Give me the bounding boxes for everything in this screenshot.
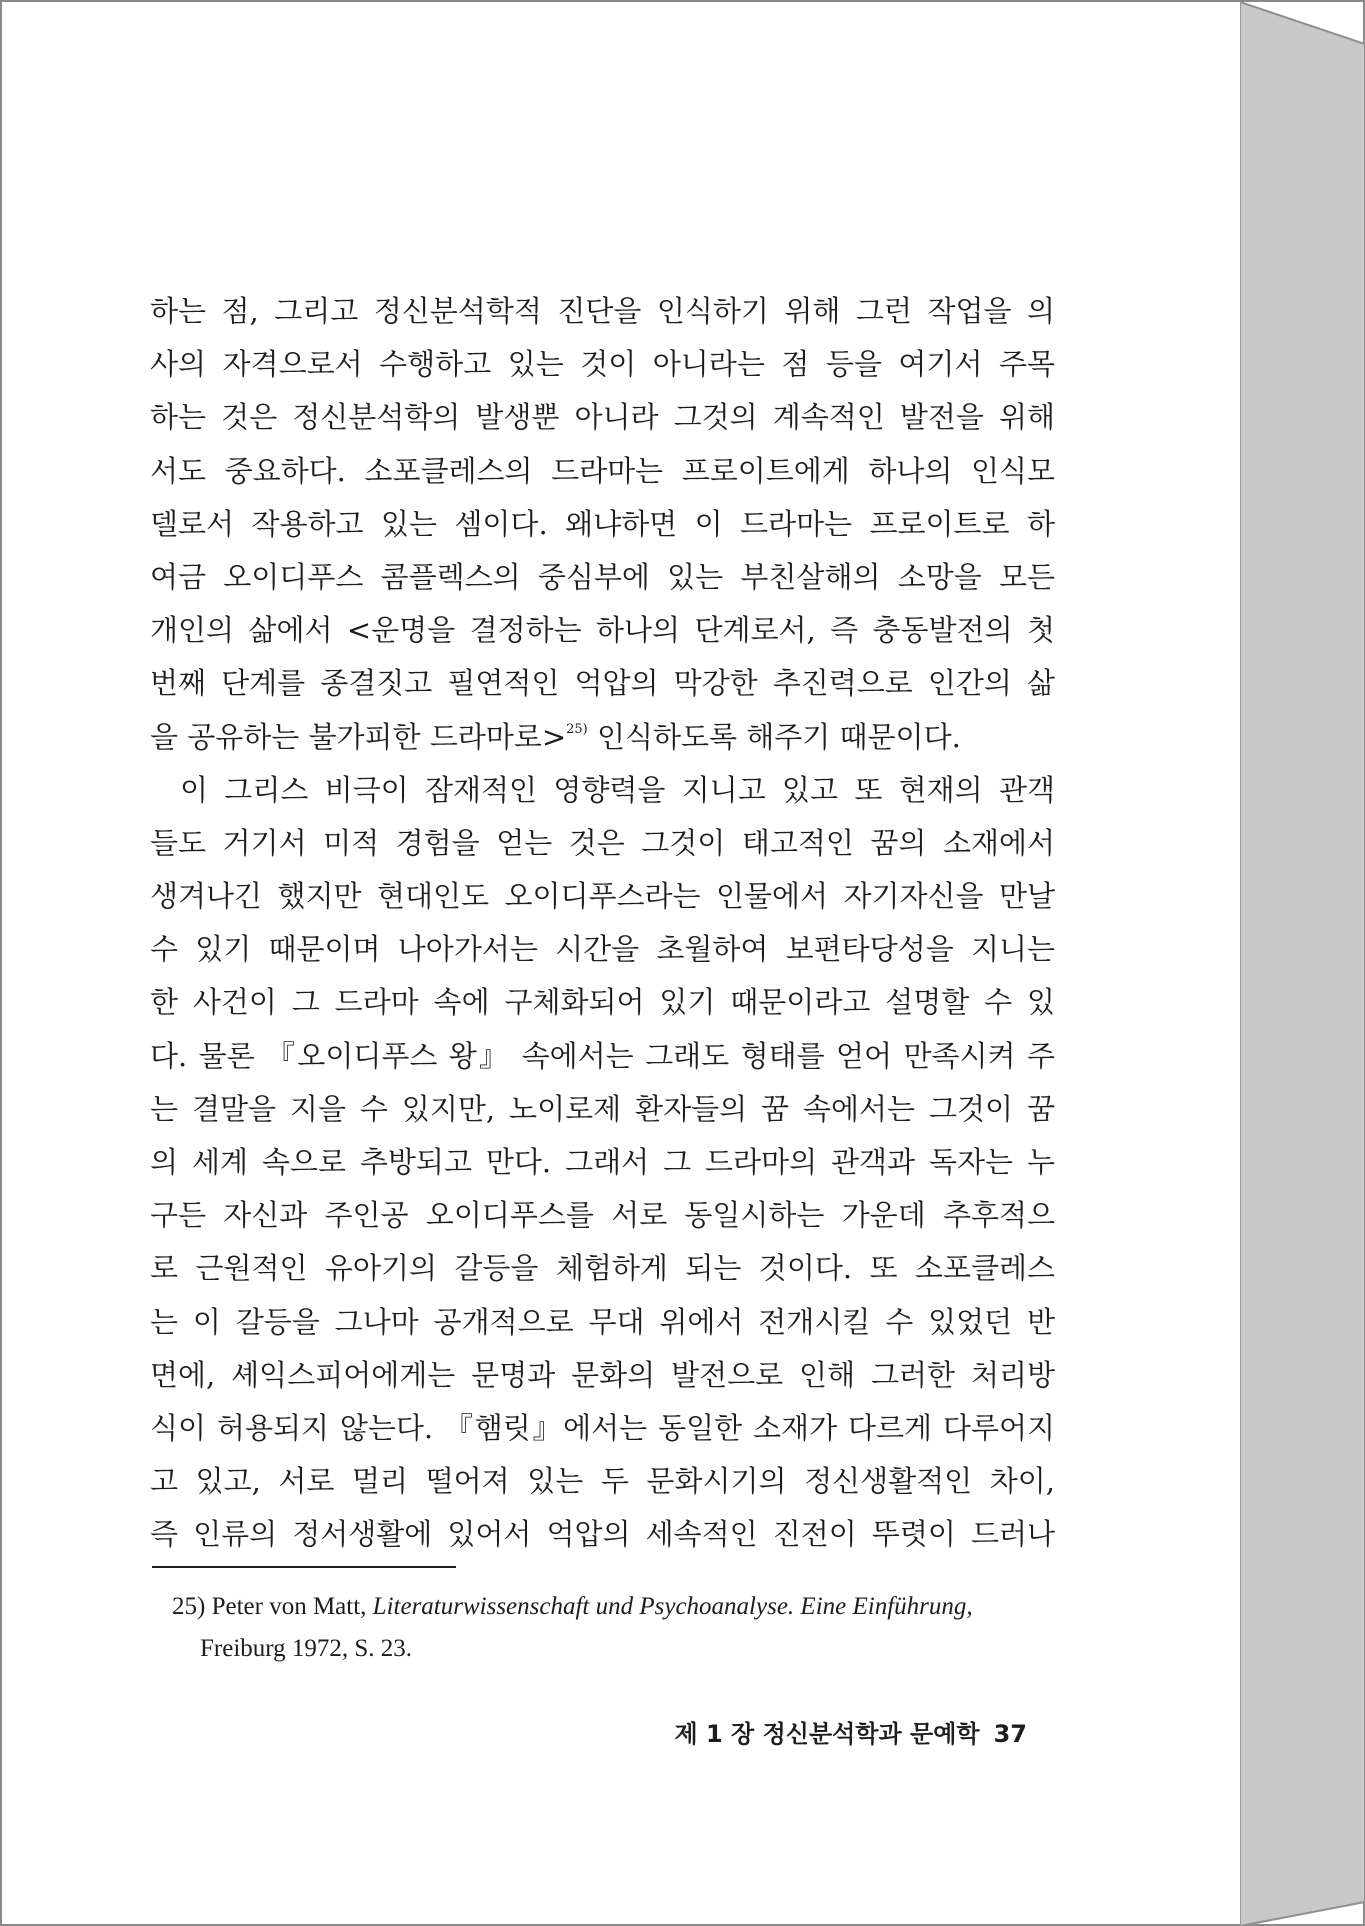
footnote-title: Literaturwissenschaft und Psychoanalyse. Eine Einführung, <box>372 1593 973 1620</box>
chapter-title: 제 1 장 정신분석학과 문예학 <box>674 1720 980 1748</box>
text-line: 는 결말을 지을 수 있지만, 노이로제 환자들의 꿈 속에서는 그것이 꿈 <box>150 1091 1055 1126</box>
text-line: 들도 거기서 미적 경험을 얻는 것은 그것이 태고적인 꿈의 소재에서 <box>150 825 1055 860</box>
footnote-number: 25) <box>172 1593 206 1620</box>
paragraph-first-line: 이 그리스 비극이 잠재적인 영향력을 지니고 있고 또 현재의 관객 <box>180 772 1055 807</box>
text-line: 개인의 삶에서 <운명을 결정하는 하나의 단계로서, 즉 충동발전의 첫 <box>150 613 1055 648</box>
footnote-line <box>172 1586 1072 1628</box>
page-number: 37 <box>993 1720 1027 1748</box>
text-line: 고 있고, 서로 멀리 떨어져 있는 두 문화시기의 정신생활적인 차이, <box>150 1464 1055 1499</box>
text-line: 수 있기 때문이며 나아가서는 시간을 초월하여 보편타당성을 지니는 <box>150 932 1055 967</box>
footnote-ref: 25) <box>566 721 588 737</box>
text-line: 는 이 갈등을 그나마 공개적으로 무대 위에서 전개시킬 수 있었던 반 <box>150 1304 1055 1339</box>
running-footer <box>662 1714 1027 1749</box>
footnote-author: Peter von Matt, <box>211 1593 367 1620</box>
body-text <box>150 285 1055 1562</box>
text-line: 식이 허용되지 않는다. 『햄릿』에서는 동일한 소재가 다르게 다루어지 <box>150 1410 1055 1445</box>
text-line: 번째 단계를 종결짓고 필연적인 억압의 막강한 추진력으로 인간의 삶 <box>150 666 1055 701</box>
text-segment: 인식하도록 해주기 때문이다. <box>587 719 961 754</box>
text-line: 즉 인류의 정서생활에 있어서 억압의 세속적인 진전이 뚜렷이 드러나 <box>150 1517 1055 1552</box>
text-line-with-footnote-ref <box>150 711 1055 764</box>
text-line: 구든 자신과 주인공 오이디푸스를 서로 동일시하는 가운데 추후적으 <box>150 1198 1055 1233</box>
text-line: 서도 중요하다. 소포클레스의 드라마는 프로이트에게 하나의 인식모 <box>150 453 1055 488</box>
text-segment: 을 공유하는 불가피한 드라마로> <box>150 719 567 754</box>
footnote-publication: Freiburg 1972, S. 23. <box>200 1635 413 1662</box>
text-line: 의 세계 속으로 추방되고 만다. 그래서 그 드라마의 관객과 독자는 누 <box>150 1145 1055 1179</box>
footnote-divider <box>152 1566 456 1568</box>
text-line: 다. 물론 『오이디푸스 왕』 속에서는 그래도 형태를 얻어 만족시켜 주 <box>150 1038 1055 1073</box>
text-line: 델로서 작용하고 있는 셈이다. 왜냐하면 이 드라마는 프로이트로 하 <box>150 506 1055 541</box>
book-edge-decoration <box>1240 2 1365 1926</box>
text-line: 여금 오이디푸스 콤플렉스의 중심부에 있는 부친살해의 소망을 모든 <box>150 559 1055 594</box>
text-line: 사의 자격으로서 수행하고 있는 것이 아니라는 점 등을 여기서 주목 <box>150 347 1055 382</box>
text-line: 하는 것은 정신분석학의 발생뿐 아니라 그것의 계속적인 발전을 위해 <box>150 400 1055 435</box>
text-line: 면에, 셰익스피어에게는 문명과 문화의 발전으로 인해 그러한 처리방 <box>150 1357 1055 1392</box>
text-line: 생겨나긴 했지만 현대인도 오이디푸스라는 인물에서 자기자신을 만날 <box>150 879 1055 914</box>
text-line: 한 사건이 그 드라마 속에 구체화되어 있기 때문이라고 설명할 수 있 <box>150 985 1055 1020</box>
text-line: 로 근원적인 유아기의 갈등을 체험하게 되는 것이다. 또 소포클레스 <box>150 1251 1055 1286</box>
text-line: 하는 점, 그리고 정신분석학적 진단을 인식하기 위해 그런 작업을 의 <box>150 294 1055 328</box>
footnote-25 <box>172 1586 1072 1670</box>
